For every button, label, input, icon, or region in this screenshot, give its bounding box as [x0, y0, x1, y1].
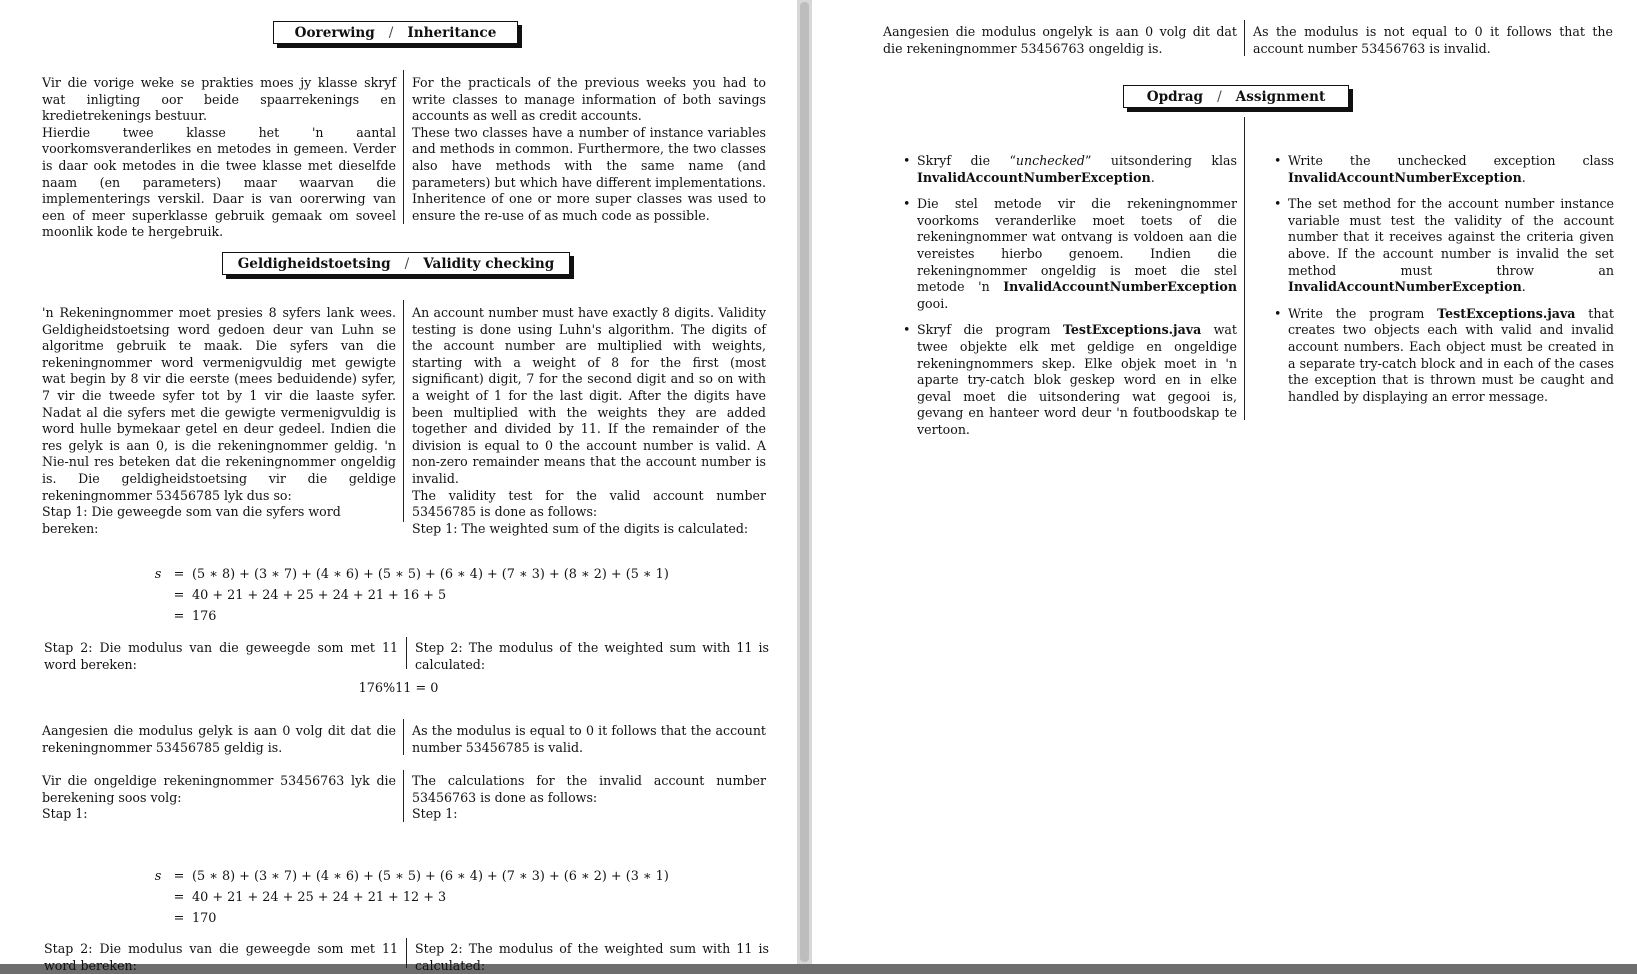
item-text: .	[1521, 279, 1526, 295]
modulus-valid: 176%11 = 0	[358, 681, 439, 696]
heading-separator: /	[388, 24, 394, 41]
inheritance-text-en	[412, 75, 766, 224]
page-separator-scrollbar[interactable]	[797, 0, 812, 964]
invalid-conclusion-en: As the modulus is not equal to 0 it follows that the account number 53456763 is invalid.	[1253, 24, 1613, 56]
equation-weighted-sum-valid	[150, 564, 669, 627]
heading-assignment-en: Assignment	[1235, 88, 1326, 105]
step2b-en: Step 2: The modulus of the weighted sum with 11 is calculated:	[415, 941, 769, 973]
item-text: ” uitsondering klas	[1084, 153, 1238, 168]
step2-en: Step 2: The modulus of the weighted sum with 11 is calculated:	[415, 640, 769, 672]
paragraph: Stap 1:	[42, 806, 88, 822]
item-text: wat twee objekte elk met geldige en ongeldige rekeningnommers skep. Elke objek moet in 'n aparte try-catch blok geskep word en in elke geval moet die uitsondering wat gegooi is, gevang en hanteer word deur 'n foutboodskap te vertoon.	[917, 322, 1237, 437]
equation-operator: =	[173, 567, 185, 582]
item-text: that creates two objects each with valid and invalid account numbers. Each object must be created in a separate try-catch block and in each of the cases the exception that is thrown must be caught and handled by displaying an error message.	[1288, 305, 1614, 404]
heading-inheritance-af: Oorerwing	[294, 24, 375, 41]
paragraph: The calculations for the invalid account number 53456763 is done as follows:	[412, 773, 766, 805]
class-name: InvalidAccountNumberException	[917, 169, 1151, 185]
file-name: TestExceptions.java	[1437, 305, 1576, 321]
heading-inheritance-en: Inheritance	[407, 24, 497, 41]
column-divider	[403, 70, 404, 224]
item-text: The set method for the account number instance variable must test the validity of the account number that it receives against the criteria given above. If the account number is invalid the set method must throw an	[1288, 196, 1614, 278]
assignment-list-af	[903, 153, 1237, 449]
heading-separator: /	[404, 255, 410, 272]
heading-separator: /	[1217, 88, 1222, 105]
equation-lhs: s	[154, 869, 162, 884]
equation-lhs: s	[154, 567, 162, 582]
scrollbar-thumb[interactable]	[800, 2, 809, 962]
equation-line: 170	[192, 911, 217, 926]
column-divider	[403, 719, 404, 755]
list-item	[903, 153, 1237, 186]
valid-conclusion-en: As the modulus is equal to 0 it follows that the account number 53456785 is valid.	[412, 723, 766, 755]
paragraph: For the practicals of the previous weeks you had to write classes to manage information of both savings accounts as well as credit accounts.	[412, 75, 766, 124]
equation-operator: =	[173, 911, 185, 926]
paragraph: The validity test for the valid account number 53456785 is done as follows:	[412, 487, 766, 520]
equation-line: 40 + 21 + 24 + 25 + 24 + 21 + 12 + 3	[192, 890, 447, 905]
column-divider	[406, 938, 407, 968]
paragraph: Vir die ongeldige rekeningnommer 53456763 lyk die berekening soos volg:	[42, 773, 396, 805]
bullet-list	[903, 153, 1237, 439]
item-text: Skryf die “	[917, 153, 1016, 168]
equation-line: 40 + 21 + 24 + 25 + 24 + 21 + 16 + 5	[192, 588, 447, 603]
heading-inheritance	[273, 21, 518, 44]
paragraph: Step 1:	[412, 806, 458, 822]
paragraph: Hierdie twee klasse het 'n aantal voorkomsveranderlikes en metodes in gemeen. Verder is daar ook metodes in die twee klasse met dieselfde naam (en parameters) maar waarvan die implementerings verskil. Daar is van oorerwing van een of meer superklasse gebruik gemaak om soveel moonlik kode te hergebruik.	[42, 124, 396, 240]
valid-conclusion-af: Aangesien die modulus gelyk is aan 0 volg dit dat die rekeningnommer 53456785 geldig is.	[42, 723, 396, 755]
invalid-intro-en	[412, 773, 766, 823]
equation-operator: =	[173, 869, 185, 884]
column-divider	[403, 300, 404, 522]
paragraph: Step 1: The weighted sum of the digits is calculated:	[412, 520, 749, 536]
step2-af: Stap 2: Die modulus van die geweegde som met 11 word bereken:	[44, 640, 398, 672]
column-divider	[403, 770, 404, 822]
item-text: .	[1521, 169, 1526, 185]
equation-operator: =	[173, 890, 185, 905]
list-item	[903, 196, 1237, 312]
item-text: Skryf die program	[917, 322, 1063, 338]
paragraph: These two classes have a number of instance variables and methods in common. Furthermore, the two classes also have methods with the same name (and parameters) but which have different implementations. Inheritence of one or more super classes was used to ensure the re-use of as much code as possible.	[412, 124, 766, 223]
paragraph: Stap 1: Die geweegde som van die syfers word bereken:	[42, 504, 341, 536]
heading-assignment	[1123, 85, 1349, 108]
heading-validity	[222, 252, 570, 275]
invalid-intro-af	[42, 773, 396, 823]
page-left	[0, 0, 797, 973]
item-emphasis: unchecked	[1015, 153, 1085, 168]
list-item	[1274, 196, 1614, 296]
heading-validity-en: Validity checking	[423, 255, 555, 272]
equation-line: 176	[192, 609, 217, 624]
file-name: TestExceptions.java	[1062, 322, 1202, 338]
equation-operator: =	[173, 588, 185, 603]
assignment-list-en	[1274, 153, 1614, 415]
validity-text-af	[42, 305, 396, 537]
item-text: Write the program	[1288, 305, 1438, 321]
invalid-conclusion-af: Aangesien die modulus ongelyk is aan 0 volg dit dat die rekeningnommer 53456763 ongeldig is.	[883, 24, 1237, 56]
list-item	[1274, 306, 1614, 406]
paragraph: Vir die vorige weke se prakties moes jy klasse skryf wat inligting oor beide spaarrekenings en kredietrekenings bestuur.	[42, 75, 396, 124]
column-divider	[406, 637, 407, 669]
list-item	[903, 322, 1237, 438]
item-text: gooi.	[917, 295, 949, 311]
column-divider	[1244, 20, 1245, 56]
item-text: Write the unchecked exception class	[1288, 153, 1614, 168]
equation-line: (5 ∗ 8) + (3 ∗ 7) + (4 ∗ 6) + (5 ∗ 5) + (6 ∗ 4) + (7 ∗ 3) + (8 ∗ 2) + (5 ∗ 1)	[192, 567, 669, 582]
class-name: InvalidAccountNumberException	[1288, 169, 1522, 185]
class-name: InvalidAccountNumberException	[1288, 279, 1522, 295]
equation-weighted-sum-invalid	[150, 866, 669, 929]
inheritance-text-af	[42, 75, 396, 241]
page-right	[812, 0, 1637, 964]
item-text: .	[1150, 169, 1155, 185]
equation-line: (5 ∗ 8) + (3 ∗ 7) + (4 ∗ 6) + (5 ∗ 5) + (6 ∗ 4) + (7 ∗ 3) + (6 ∗ 2) + (3 ∗ 1)	[192, 869, 669, 884]
column-divider	[1244, 117, 1245, 420]
bullet-list	[1274, 153, 1614, 405]
item-text: Die stel metode vir die rekeningnommer voorkoms veranderlike moet toets of die rekeningnommer wat ontvang is voldoen aan die vereistes hierbo genoem. Indien die rekeningnommer ongeldig is moet die stel metode 'n	[917, 196, 1237, 295]
class-name: InvalidAccountNumberException	[1003, 279, 1237, 295]
paragraph: 'n Rekeningnommer moet presies 8 syfers lank wees. Geldigheidstoetsing word gedoen deur van Luhn se algoritme gebruik te maak. Die syfers van die rekeningnommer word vermenigvuldig met gewigte wat begin by 8 vir die eerste (mees beduidende) syfer, 7 vir die tweede syfer tot by 1 vir die laaste syfer. Nadat al die syfers met die gewigte vermenigvuldig is word hulle bymekaar getel en deur gedeel. Indien die res gelyk is aan 0, is die rekeningnommer geldig. 'n Nie-nul res beteken dat die rekeningnommer ongeldig is. Die geldigheidstoetsing vir die geldige rekeningnommer 53456785 lyk dus so:	[42, 305, 396, 503]
step2b-af: Stap 2: Die modulus van die geweegde som met 11 word bereken:	[44, 941, 398, 973]
validity-text-en	[412, 305, 766, 537]
heading-validity-af: Geldigheidstoetsing	[237, 255, 391, 272]
list-item	[1274, 153, 1614, 186]
equation-operator: =	[173, 609, 185, 624]
heading-assignment-af: Opdrag	[1146, 88, 1204, 105]
paragraph: An account number must have exactly 8 digits. Validity testing is done using Luhn's algorithm. The digits of the account number are multiplied with weights, starting with a weight of 8 for the first (most significant) digit, 7 for the second digit and so on with a weight of 1 for the last digit. After the digits have been multiplied with the weights they are added together and divided by 11. If the remainder of the division is equal to 0 the account number is valid. A non-zero remainder means that the account number is invalid.	[412, 305, 766, 486]
